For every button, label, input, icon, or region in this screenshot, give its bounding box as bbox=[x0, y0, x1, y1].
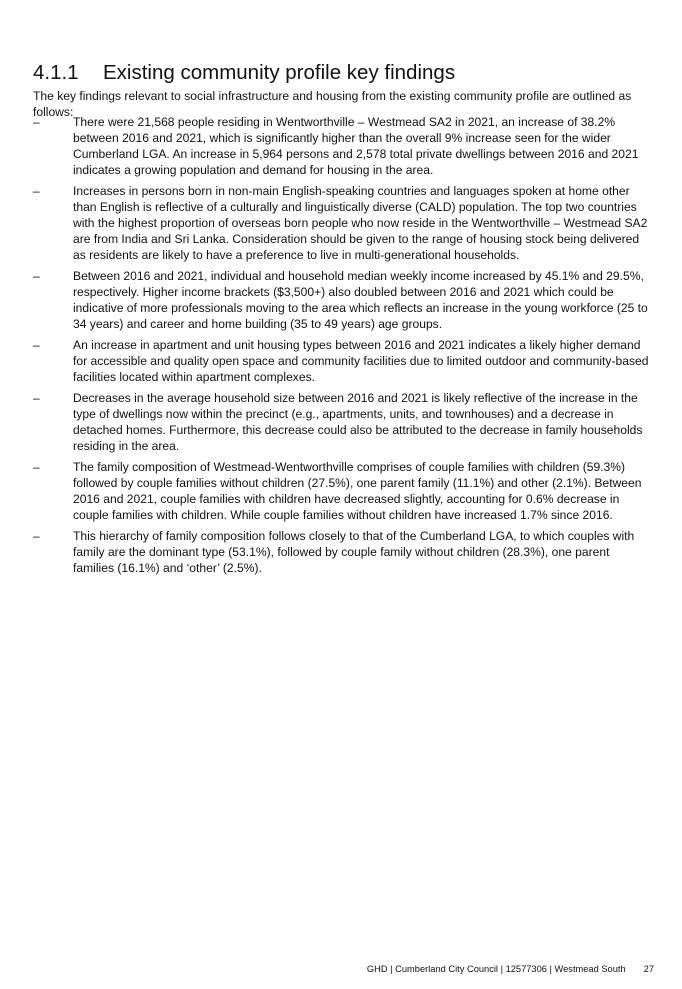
list-item-text: Between 2016 and 2021, individual and household median weekly income increased by 45.1% and 29.5%, respectively. Higher income brackets ($3,500+) also doubled between 2016 and 2021 which could be indicative of more professionals moving to the area which reflects an increase in the young workforce (25 to 34 years) and career and home building (35 to 49 years) age groups. bbox=[73, 269, 648, 331]
list-item bbox=[33, 390, 653, 454]
list-item-text: Increases in persons born in non-main English-speaking countries and languages spoken at home other than English is reflective of a culturally and linguistically diverse (CALD) population. The top two countries with the highest proportion of overseas born people who now reside in the Wentworthville – Westmead SA2 are from India and Sri Lanka. Consideration should be given to the range of housing stock being delivered as residents are likely to have a preference to live in multi-generational households. bbox=[73, 184, 648, 262]
bullet-dash: – bbox=[33, 115, 40, 129]
list-item-text: Decreases in the average household size between 2016 and 2021 is likely reflective of the increase in the type of dwellings now within the precinct (e.g., apartments, units, and townhouses) and a decrease in detached homes. Furthermore, this decrease could also be attributed to the decrease in family households residing in the area. bbox=[73, 391, 643, 453]
list-item-text: This hierarchy of family composition follows closely to that of the Cumberland LGA, to which couples with family are the dominant type (53.1%), followed by couple family without children (28.3%), one parent families (16.1%) and ‘other’ (2.5%). bbox=[73, 529, 635, 575]
list-item bbox=[33, 183, 653, 263]
list-item bbox=[33, 114, 653, 178]
intro-paragraph: The key findings relevant to social infrastructure and housing from the existing community profile are outlined as follows: bbox=[33, 89, 632, 120]
bullet-dash: – bbox=[33, 460, 40, 474]
list-item bbox=[33, 459, 653, 523]
bullet-dash: – bbox=[33, 391, 40, 405]
footer-text: GHD | Cumberland City Council | 12577306 | Westmead South bbox=[366, 964, 626, 974]
page-footer bbox=[367, 964, 654, 974]
bullet-dash: – bbox=[33, 338, 40, 352]
section-title: Existing community profile key findings bbox=[103, 61, 456, 84]
list-item-text: There were 21,568 people residing in Wentworthville – Westmead SA2 in 2021, an increase of 38.2% between 2016 and 2021, which is significantly higher than the overall 9% increase seen for the wider Cumberland LGA. An increase in 5,964 persons and 2,578 total private dwellings between 2016 and 2021 indicates a growing population and demand for housing in the area. bbox=[73, 115, 639, 177]
bullet-dash: – bbox=[33, 529, 40, 543]
list-item-text: An increase in apartment and unit housing types between 2016 and 2021 indicates a likely higher demand for accessible and quality open space and community facilities due to limited outdoor and community-based facilities located within apartment complexes. bbox=[73, 338, 649, 384]
section-heading bbox=[33, 61, 455, 85]
bullet-dash: – bbox=[33, 184, 40, 198]
section-number: 4.1.1 bbox=[33, 61, 79, 84]
key-findings-list bbox=[33, 114, 653, 581]
list-item bbox=[33, 337, 653, 385]
list-item bbox=[33, 268, 653, 332]
list-item-text: The family composition of Westmead-Wentworthville comprises of couple families with children (59.3%) followed by couple families without children (27.5%), one parent family (11.1%) and other (2.1%). Between 2016 and 2021, couple families with children have decreased slightly, accounting for 0.6% decrease in couple families with children. While couple families without children have increased 1.7% since 2016. bbox=[73, 460, 642, 522]
page-number: 27 bbox=[643, 964, 654, 974]
list-item bbox=[33, 528, 653, 576]
bullet-dash: – bbox=[33, 269, 40, 283]
